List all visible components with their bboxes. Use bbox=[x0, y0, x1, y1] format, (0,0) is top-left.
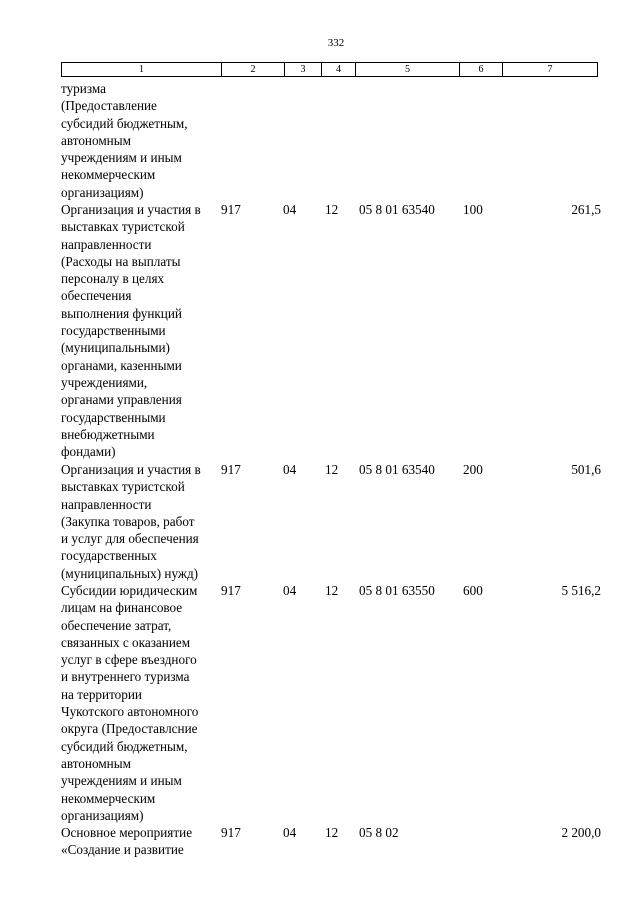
description-line: фондами) bbox=[61, 444, 116, 460]
description-line: направленности bbox=[61, 236, 152, 252]
ministry-code: 917 bbox=[221, 825, 241, 840]
section-code: 04 bbox=[283, 583, 297, 598]
description-line: выставках туристской bbox=[61, 219, 185, 235]
table-row bbox=[61, 461, 601, 582]
column-number-header bbox=[61, 62, 598, 77]
section-code: 04 bbox=[283, 825, 297, 840]
description-line: государственными bbox=[61, 323, 166, 339]
page-number: 332 bbox=[327, 37, 345, 49]
amount: 5 516,2 bbox=[561, 583, 601, 598]
target-article-code: 05 8 02 bbox=[359, 825, 399, 840]
ministry-code: 917 bbox=[221, 202, 241, 217]
header-col-6: 6 bbox=[460, 63, 503, 77]
description-line: обеспечение затрат, bbox=[61, 617, 172, 633]
description-line: и внутреннего туризма bbox=[61, 669, 190, 685]
row-description bbox=[61, 80, 223, 201]
description-line: и услуг для обеспечения bbox=[61, 531, 199, 547]
description-line: внебюджетными bbox=[61, 426, 155, 442]
description-line: услуг в сфере въездного bbox=[61, 652, 197, 668]
row-description bbox=[61, 824, 223, 859]
description-line: (Предоставление bbox=[61, 98, 157, 114]
section-code: 04 bbox=[283, 462, 297, 477]
table-row bbox=[61, 80, 601, 201]
description-line: на территории bbox=[61, 686, 142, 702]
description-line: Организация и участия в bbox=[61, 202, 201, 217]
description-line: органами управления bbox=[61, 392, 182, 408]
row-description bbox=[61, 461, 223, 582]
expense-type-code: 100 bbox=[463, 202, 483, 217]
description-line: обеспечения bbox=[61, 288, 132, 304]
header-col-2: 2 bbox=[222, 63, 285, 77]
ministry-code: 917 bbox=[221, 462, 241, 477]
description-line: органами, казенными bbox=[61, 357, 182, 373]
description-line: автономным bbox=[61, 132, 131, 148]
target-article-code: 05 8 01 63540 bbox=[359, 462, 435, 477]
description-line: лицам на финансовое bbox=[61, 600, 183, 616]
description-line: автономным bbox=[61, 755, 131, 771]
target-article-code: 05 8 01 63540 bbox=[359, 202, 435, 217]
row-description bbox=[61, 201, 223, 460]
description-line: «Создание и развитие bbox=[61, 842, 184, 858]
header-col-7: 7 bbox=[503, 63, 598, 77]
amount: 2 200,0 bbox=[561, 825, 601, 840]
description-line: государственных bbox=[61, 548, 157, 564]
description-line: связанных с оказанием bbox=[61, 634, 191, 650]
target-article-code: 05 8 01 63550 bbox=[359, 583, 435, 598]
header-col-3: 3 bbox=[285, 63, 322, 77]
ministry-code: 917 bbox=[221, 583, 241, 598]
table-row bbox=[61, 582, 601, 824]
row-description bbox=[61, 582, 223, 824]
description-line: учреждениями, bbox=[61, 374, 148, 390]
description-line: некоммерческим bbox=[61, 790, 156, 806]
subsection-code: 12 bbox=[325, 825, 339, 840]
description-line: организациям) bbox=[61, 807, 144, 823]
description-line: персоналу в целях bbox=[61, 271, 165, 287]
description-line: (муниципальных) нужд) bbox=[61, 565, 199, 581]
header-col-1: 1 bbox=[62, 63, 222, 77]
description-line: учреждениям и иным bbox=[61, 773, 182, 789]
header-col-4: 4 bbox=[322, 63, 356, 77]
description-line: государственными bbox=[61, 409, 166, 425]
description-line: субсидий бюджетным, bbox=[61, 738, 188, 754]
description-line: субсидий бюджетным, bbox=[61, 115, 188, 131]
section-code: 04 bbox=[283, 202, 297, 217]
table-row bbox=[61, 824, 601, 859]
description-line: организациям) bbox=[61, 184, 144, 200]
description-line: (Закупка товаров, работ bbox=[61, 513, 195, 529]
description-line: округа (Предоставлсние bbox=[61, 721, 198, 737]
description-line: Чукотского автономного bbox=[61, 704, 199, 720]
description-line: (муниципальными) bbox=[61, 340, 170, 356]
description-line: Субсидии юридическим bbox=[61, 583, 198, 598]
description-line: туризма bbox=[61, 81, 106, 96]
subsection-code: 12 bbox=[325, 202, 339, 217]
expense-type-code: 600 bbox=[463, 583, 483, 598]
description-line: выполнения функций bbox=[61, 305, 182, 321]
description-line: выставках туристской bbox=[61, 479, 185, 495]
description-line: направленности bbox=[61, 496, 152, 512]
amount: 501,6 bbox=[571, 462, 601, 477]
header-col-5: 5 bbox=[356, 63, 460, 77]
description-line: некоммерческим bbox=[61, 167, 156, 183]
table-row bbox=[61, 201, 601, 461]
subsection-code: 12 bbox=[325, 583, 339, 598]
description-line: Основное мероприятие bbox=[61, 825, 193, 840]
expense-type-code: 200 bbox=[463, 462, 483, 477]
description-line: учреждениям и иным bbox=[61, 150, 182, 166]
description-line: Организация и участия в bbox=[61, 462, 201, 477]
subsection-code: 12 bbox=[325, 462, 339, 477]
amount: 261,5 bbox=[571, 202, 601, 217]
description-line: (Расходы на выплаты bbox=[61, 253, 181, 269]
